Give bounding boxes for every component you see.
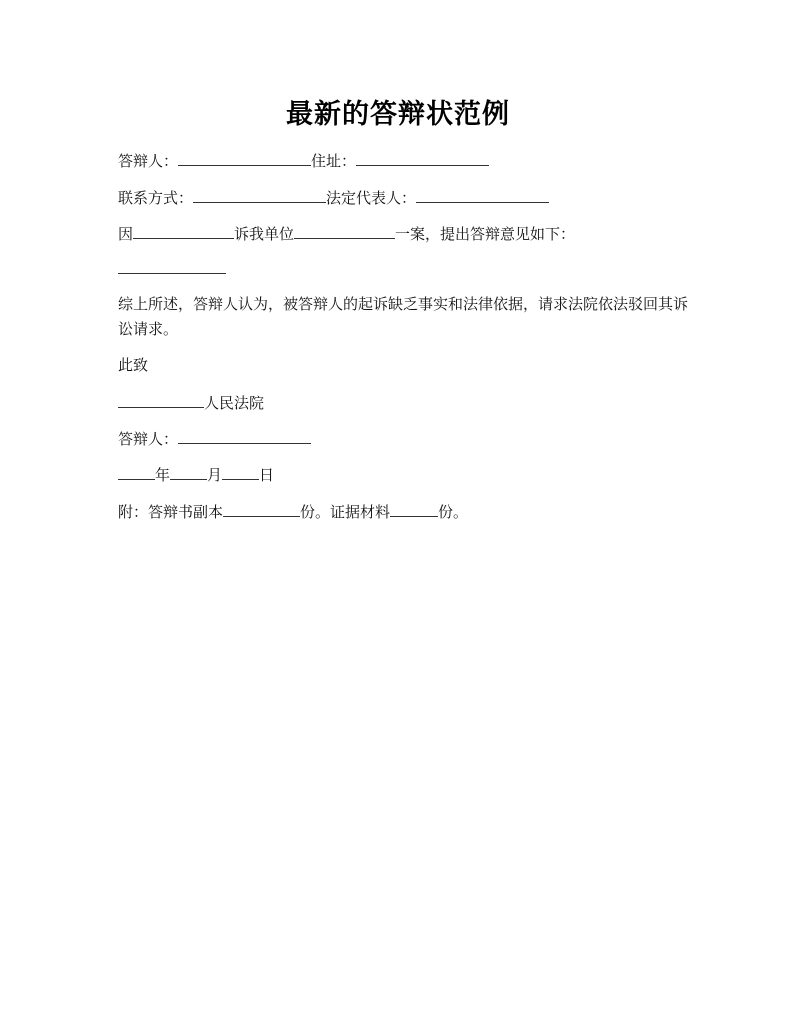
contact-legal-rep-line bbox=[118, 187, 549, 208]
legal-rep-blank bbox=[416, 187, 549, 203]
respondent-blank bbox=[178, 150, 311, 166]
address-label: 住址： bbox=[311, 152, 357, 170]
month-blank bbox=[170, 464, 207, 480]
attachment-line bbox=[118, 501, 468, 522]
day-label: 日 bbox=[259, 466, 275, 484]
defense-content-line bbox=[118, 258, 226, 279]
year-label: 年 bbox=[155, 466, 171, 484]
legal-rep-label: 法定代表人： bbox=[326, 189, 417, 207]
contact-blank bbox=[193, 187, 326, 203]
conclusion-paragraph: 综上所述，答辩人认为，被答辩人的起诉缺乏事实和法律依据，请求法院依法驳回其诉讼请求。 bbox=[118, 295, 689, 338]
plaintiff-blank bbox=[133, 223, 234, 239]
case-suffix: 一案，提出答辩意见如下： bbox=[395, 225, 576, 243]
date-line bbox=[118, 464, 274, 485]
document-title: 最新的答辩状范例 bbox=[286, 99, 510, 130]
salutation: 此致 bbox=[118, 356, 149, 374]
month-label: 月 bbox=[207, 466, 223, 484]
signature-blank bbox=[178, 428, 311, 444]
respondent-address-line bbox=[118, 150, 489, 171]
evidence-blank bbox=[390, 501, 438, 517]
attachment-prefix: 附：答辩书副本 bbox=[118, 503, 224, 521]
court-suffix: 人民法院 bbox=[204, 394, 265, 412]
court-line bbox=[118, 392, 264, 413]
day-blank bbox=[222, 464, 259, 480]
case-prefix: 因 bbox=[118, 225, 134, 243]
defense-content-blank bbox=[118, 258, 226, 274]
case-middle: 诉我单位 bbox=[234, 225, 295, 243]
attachment-end: 份。 bbox=[438, 503, 469, 521]
signature-label: 答辩人： bbox=[118, 430, 179, 448]
court-name-blank bbox=[118, 392, 204, 408]
respondent-label: 答辩人： bbox=[118, 152, 179, 170]
case-blank bbox=[294, 223, 395, 239]
year-blank bbox=[118, 464, 155, 480]
signature-line bbox=[118, 428, 311, 449]
contact-label: 联系方式： bbox=[118, 189, 194, 207]
case-intro-line bbox=[118, 223, 575, 244]
copies-blank bbox=[223, 501, 300, 517]
address-blank bbox=[356, 150, 489, 166]
attachment-copies-unit: 份。证据材料 bbox=[300, 503, 391, 521]
